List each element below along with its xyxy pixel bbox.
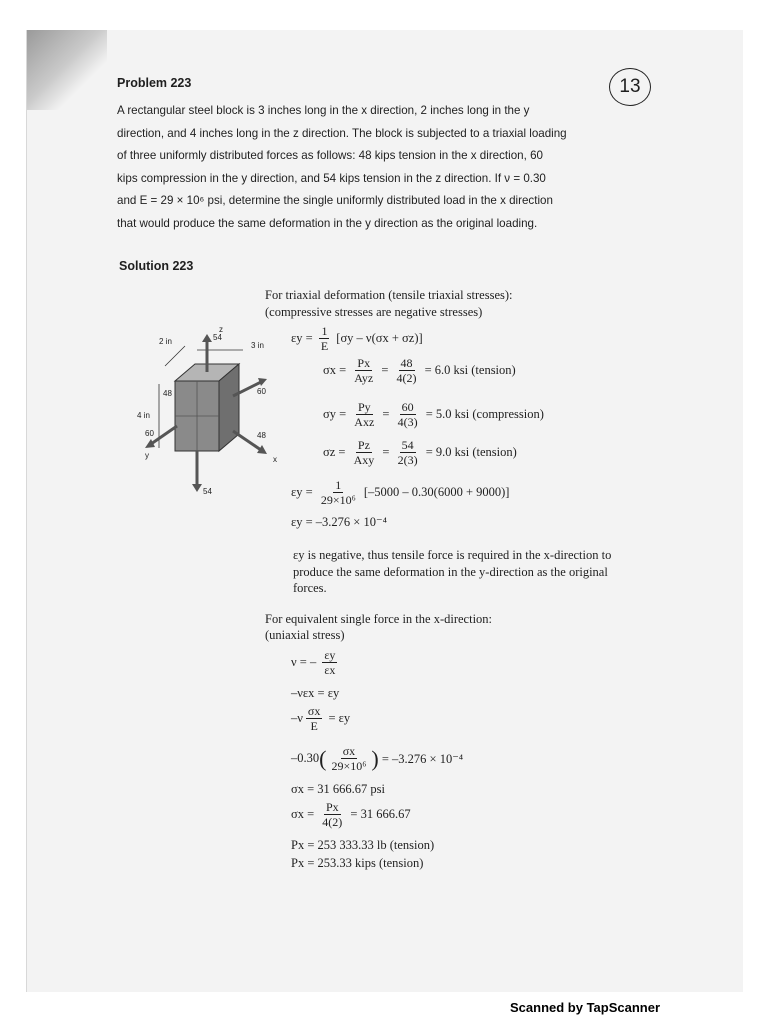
strain-y-equation: εy = $\frac{1}{E}$ [σy – ν(σx + σz)] xyxy=(291,324,423,353)
statement-line: A rectangular steel block is 3 inches long in the x direction, 2 inches long in the y xyxy=(117,104,530,117)
axis-label-z: z xyxy=(219,326,223,334)
stress-z-equation: σz = $\frac{Pz}{\text{Axy}}$ = $\frac{54}{2(3)}$ = 9.0 ksi (tension) xyxy=(323,438,517,467)
load-label-right-60: 60 xyxy=(257,387,266,396)
scanner-watermark: Scanned by TapScanner xyxy=(510,1000,661,1015)
force-x-equation: σx = $\frac{Px}{4(2)}$ = 31 666.67 xyxy=(291,800,411,829)
load-label-left: 48 xyxy=(163,389,172,398)
force-x-kips: Px = 253.33 kips (tension) xyxy=(291,856,424,870)
stress-x-equation: σx = $\frac{Px}{\text{Ayz}}$ = $\frac{48}{4(2)}$ = 6.0 ksi (tension) xyxy=(323,356,516,385)
statement-line: direction, and 4 inches long in the z direction. The block is subjected to a triaxial loading xyxy=(117,126,567,140)
page-number-circle: 13 xyxy=(609,68,651,106)
axis-label-y: y xyxy=(145,451,149,460)
poisson-rearranged: –νεx = εy xyxy=(291,686,340,700)
page-fold-shadow xyxy=(27,30,107,110)
solution-intro-1: For triaxial deformation (tensile triaxial stresses): xyxy=(265,288,513,302)
poisson-stress-equation: –ν $\frac{\sigma x}{E}$ = εy xyxy=(291,704,351,733)
equivalent-intro-1: For equivalent single force in the x-direction: xyxy=(265,612,493,626)
load-label-bottom: 54 xyxy=(203,487,212,496)
problem-title: Problem 223 xyxy=(117,76,192,90)
axis-label-x: x xyxy=(273,455,277,464)
stress-y-equation: σy = $\frac{Py}{\text{Axz}}$ = $\frac{60}{4(3)}$ = 5.0 ksi (compression) xyxy=(323,400,544,429)
load-arrow-left xyxy=(151,426,177,444)
load-label-left-60: 60 xyxy=(145,429,154,438)
problem-statement xyxy=(117,100,647,235)
strain-note: εy is negative, thus tensile force is required in the x-direction to produce the same deformation in the y-direction as the original forces. xyxy=(293,548,612,595)
strain-y-result: εy = –3.276 × 10⁻⁴ xyxy=(291,515,387,529)
scanned-page xyxy=(26,30,743,992)
steel-block-figure xyxy=(133,326,283,496)
statement-line: kips compression in the y direction, and 54 kips tension in the z direction. If ν = 0.30 xyxy=(117,171,546,185)
load-label-right-48: 48 xyxy=(257,431,266,440)
solution-intro-2: (compressive stresses are negative stresses) xyxy=(265,305,483,319)
dim-line-y xyxy=(165,346,185,366)
force-x-lb: Px = 253 333.33 lb (tension) xyxy=(291,838,435,852)
stress-x-value: σx = 31 666.67 psi xyxy=(291,782,386,796)
statement-line: and E = 29 × 10⁶ psi, determine the single uniformly distributed load in the x direction xyxy=(117,194,553,207)
strain-y-substituted: εy = $\frac{1}{\text{29×10⁶}}$ [–5000 – 0.30(6000 + 9000)] xyxy=(291,478,510,507)
dim-label-x: 3 in xyxy=(251,341,264,350)
dim-label-y: 2 in xyxy=(159,337,172,346)
substituted-equation: –0.30 ( $\frac{\sigma x}{\text{29×10⁶}}$ ) = –3.276 × 10⁻⁴ xyxy=(291,744,464,773)
equivalent-intro-2: (uniaxial stress) xyxy=(265,628,345,642)
dim-label-z: 4 in xyxy=(137,411,150,420)
solution-title: Solution 223 xyxy=(119,259,194,273)
statement-line: of three uniformly distributed forces as follows: 48 kips tension in the x direction, 60 xyxy=(117,149,543,162)
poisson-ratio-equation: ν = – $\frac{\varepsilon y}{\varepsilon x}$ xyxy=(291,648,336,677)
load-label-top: 54 xyxy=(213,333,222,342)
statement-line: that would produce the same deformation in the y direction as the original loading. xyxy=(117,216,538,230)
